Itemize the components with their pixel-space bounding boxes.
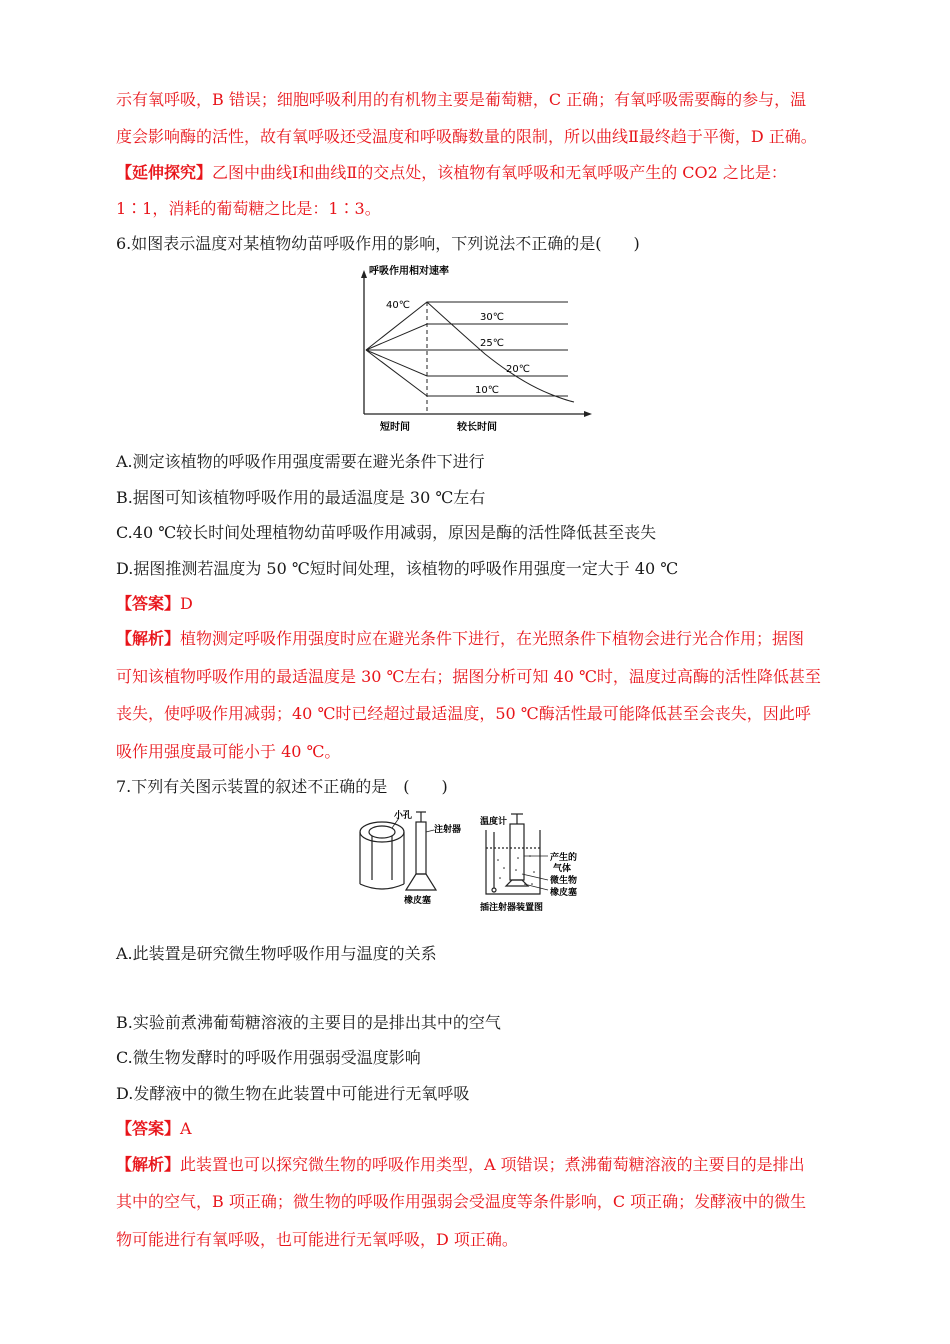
q7-option-c: C.微生物发酵时的呼吸作用强弱受温度影响 xyxy=(116,1048,421,1067)
q7-answer xyxy=(116,1119,192,1139)
analysis-tag: 【解析】 xyxy=(116,1155,181,1174)
container-with-hole xyxy=(360,822,404,889)
extension-text: 乙图中曲线Ⅰ和曲线Ⅱ的交点处，该植物有氧呼吸和无氧呼吸产生的 CO2 之比是： xyxy=(212,163,787,182)
extension-line-2: 1∶1，消耗的葡萄糖之比是：1∶3。 xyxy=(116,199,381,218)
q6-respiration-graph xyxy=(350,262,600,437)
label-rubber-stopper: 橡皮塞 xyxy=(404,896,432,906)
q7-option-a: A.此装置是研究微生物呼吸作用与温度的关系 xyxy=(116,944,437,963)
curve-30c xyxy=(366,324,568,350)
label-gas-2: 气体 xyxy=(553,864,572,874)
label-10c: 10℃ xyxy=(475,385,499,396)
label-20c: 20℃ xyxy=(506,364,530,375)
q7-stem: 7.下列有关图示装置的叙述不正确的是 ( ) xyxy=(116,777,448,796)
q7-analysis-line-3: 物可能进行有氧呼吸，也可能进行无氧呼吸，D 项正确。 xyxy=(116,1230,518,1249)
label-gas-1: 产生的 xyxy=(550,853,578,863)
q6-stem: 6.如图表示温度对某植物幼苗呼吸作用的影响，下列说法不正确的是( ) xyxy=(116,234,640,253)
q6-option-a: A.测定该植物的呼吸作用强度需要在避光条件下进行 xyxy=(116,452,485,471)
label-microbe: 微生物 xyxy=(550,876,578,886)
graph-ylabel: 呼吸作用相对速率 xyxy=(369,266,449,277)
q7-apparatus-figure xyxy=(352,810,602,915)
q7-option-b: B.实验前煮沸葡萄糖溶液的主要目的是排出其中的空气 xyxy=(116,1013,501,1032)
label-30c: 30℃ xyxy=(480,312,504,323)
q7-analysis-line-1 xyxy=(116,1155,805,1175)
curve-20c xyxy=(366,350,568,376)
q6-option-d: D.据图推测若温度为 50 ℃短时间处理，该植物的呼吸作用强度一定大于 40 ℃ xyxy=(116,559,679,578)
q6-analysis-line-1 xyxy=(116,629,804,649)
xlabel-short-time: 短时间 xyxy=(380,422,410,433)
figure-caption: 插注射器装置图 xyxy=(480,903,544,913)
label-syringe: 注射器 xyxy=(434,825,462,835)
syringe xyxy=(406,812,436,890)
label-hole: 小孔 xyxy=(394,811,413,821)
q6-option-b: B.据图可知该植物呼吸作用的最适温度是 30 ℃左右 xyxy=(116,488,486,507)
analysis-tag: 【解析】 xyxy=(116,629,181,648)
answer-value: D xyxy=(180,594,193,613)
q7-option-d: D.发酵液中的微生物在此装置中可能进行无氧呼吸 xyxy=(116,1084,470,1103)
intro-line-1: 示有氧呼吸，B 错误；细胞呼吸利用的有机物主要是葡萄糖，C 正确；有氧呼吸需要酶的参与，温 xyxy=(116,90,807,109)
q6-analysis-line-4: 吸作用强度最可能小于 40 ℃。 xyxy=(116,742,341,761)
xlabel-long-time: 较长时间 xyxy=(457,422,497,433)
q7-analysis-line-2: 其中的空气，B 项正确；微生物的呼吸作用强弱会受温度等条件影响，C 项正确；发酵液中的微生 xyxy=(116,1192,807,1211)
x-axis-arrow xyxy=(584,411,592,417)
q6-analysis-line-3: 丧失，使呼吸作用减弱；40 ℃时已经超过最适温度，50 ℃酶活性最可能降低甚至会丧失，因此呼 xyxy=(116,704,811,723)
label-rubber-stopper-2: 橡皮塞 xyxy=(550,888,578,898)
q6-answer xyxy=(116,594,193,614)
label-25c: 25℃ xyxy=(480,338,504,349)
y-axis-arrow xyxy=(361,270,367,278)
extension-tag: 【延伸探究】 xyxy=(116,163,213,182)
analysis-text: 植物测定呼吸作用强度时应在避光条件下进行，在光照条件下植物会进行光合作用；据图 xyxy=(180,629,805,648)
curve-10c xyxy=(366,350,568,396)
extension-line-1 xyxy=(116,163,787,183)
intro-line-2: 度会影响酶的活性，故有氧呼吸还受温度和呼吸酶数量的限制，所以曲线Ⅱ最终趋于平衡，D 正确。 xyxy=(116,127,817,146)
analysis-text: 此装置也可以探究微生物的呼吸作用类型，A 项错误；煮沸葡萄糖溶液的主要目的是排出 xyxy=(180,1155,805,1174)
q6-option-c: C.40 ℃较长时间处理植物幼苗呼吸作用减弱，原因是酶的活性降低甚至丧失 xyxy=(116,523,657,542)
answer-tag: 【答案】 xyxy=(116,594,181,613)
label-thermometer: 温度计 xyxy=(480,817,508,827)
answer-value: A xyxy=(180,1119,192,1138)
q6-analysis-line-2: 可知该植物呼吸作用的最适温度是 30 ℃左右；据图分析可知 40 ℃时，温度过高酶的活性降低甚至 xyxy=(116,667,821,686)
answer-tag: 【答案】 xyxy=(116,1119,181,1138)
label-40c: 40℃ xyxy=(386,300,410,311)
